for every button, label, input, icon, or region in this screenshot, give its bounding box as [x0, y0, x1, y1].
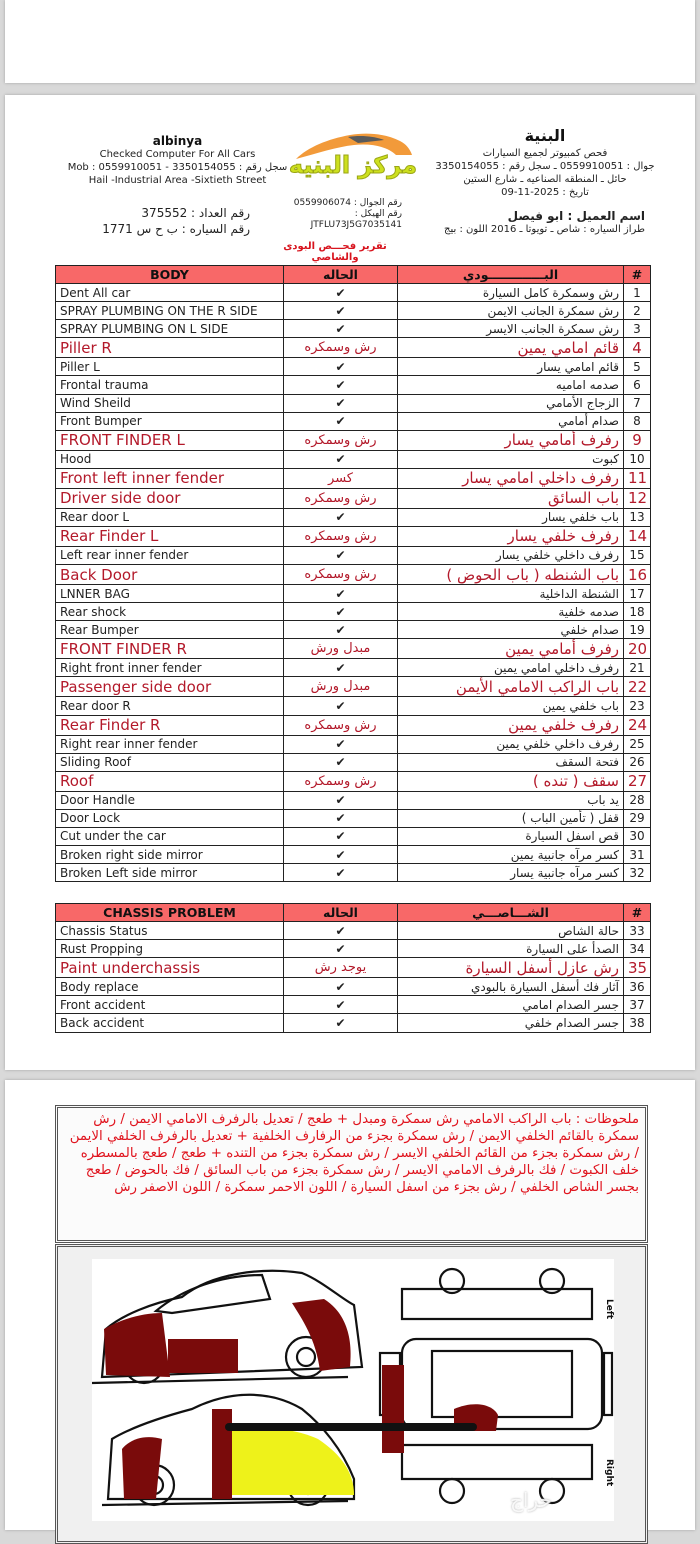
item-name-ar: رفرف داخلي امامي يسار	[398, 468, 624, 488]
chassis-label: رقم الهيكل :	[354, 209, 402, 219]
check-icon: ✔	[284, 827, 398, 845]
item-name-en: Rear door L	[56, 508, 284, 526]
item-name-en: Hood	[56, 450, 284, 468]
check-icon: ✔	[284, 450, 398, 468]
item-number: 6	[624, 376, 651, 394]
item-name-en: SPRAY PLUMBING ON THE R SIDE	[56, 302, 284, 320]
status-text: رش وسمكره	[284, 338, 398, 358]
item-name-ar: صدام أمامي	[398, 412, 624, 430]
item-name-en: SPRAY PLUMBING ON L SIDE	[56, 320, 284, 338]
table-header	[56, 266, 651, 284]
table-row	[56, 922, 651, 940]
check-icon: ✔	[284, 1014, 398, 1032]
table-row	[56, 735, 651, 753]
table-row	[56, 864, 651, 882]
status-text: رش وسمكره	[284, 771, 398, 791]
col-status: الحاله	[284, 904, 398, 922]
item-name-en: Back accident	[56, 1014, 284, 1032]
item-name-en: Wind Sheild	[56, 394, 284, 412]
company-tagline-ar: فحص كمبيوتر لجميع السيارات	[482, 148, 608, 159]
client-name: اسم العميل : ابو فيصل	[507, 209, 645, 223]
item-number: 9	[624, 430, 651, 450]
check-icon: ✔	[284, 659, 398, 677]
check-icon: ✔	[284, 603, 398, 621]
notes-box: ملحوظات : باب الراكب الامامي رش سمكرة ومبدل + طعج / تعديل بالرفرف الامامي الايمن / رش سمكرة بالقائم الخلفي الايمن / رش سمكرة بجزء من الرفارف الخلفية + تعديل بالرفرف الخلفي الايمن / رش سمكرة بجزء من القائم الخلفي الايسر / رش سمكرة بجزء من التنده + طعج / طعج بالمسطره خلف الكبوت / فك بالرفرف الامامي الايسر / رش سمكرة بجزء من باب السائق / فك بالحوض / طعج بجسر الشاص الخلفي / رش بجزء من اسفل السيارة / اللون الاحمر سمكرة / اللون الاصفر رش	[55, 1105, 648, 1243]
notes-page	[5, 1080, 695, 1530]
item-name-en: Rear shock	[56, 603, 284, 621]
table-row	[56, 940, 651, 958]
car-outline-icon	[92, 1259, 614, 1521]
check-icon: ✔	[284, 791, 398, 809]
item-number: 17	[624, 585, 651, 603]
item-number: 12	[624, 488, 651, 508]
status-text: رش وسمكره	[284, 526, 398, 546]
item-number: 22	[624, 677, 651, 697]
status-text: يوجد رش	[284, 958, 398, 978]
company-address-ar: حائل ـ المنطقه الصناعيه ـ شارع الستين	[463, 174, 627, 185]
company-logo	[288, 125, 418, 195]
item-name-ar: صدمه خلفية	[398, 603, 624, 621]
item-name-ar: باب الشنطه ( باب الحوض )	[398, 565, 624, 585]
item-name-ar: جسر الصدام خلفي	[398, 1014, 624, 1032]
company-tagline-en: Checked Computer For All Cars	[99, 149, 256, 160]
item-name-en: Right rear inner fender	[56, 735, 284, 753]
item-number: 31	[624, 845, 651, 863]
item-name-ar: صدمه اماميه	[398, 376, 624, 394]
item-name-en: Sliding Roof	[56, 753, 284, 771]
item-name-ar: الصدأ على السيارة	[398, 940, 624, 958]
item-number: 30	[624, 827, 651, 845]
chassis-inspection-table	[55, 903, 651, 1033]
table-row	[56, 468, 651, 488]
table-row	[56, 284, 651, 302]
item-name-en: Paint underchassis	[56, 958, 284, 978]
item-number: 3	[624, 320, 651, 338]
col-body: BODY	[56, 266, 284, 284]
odometer: رقم العداد : 375552	[141, 206, 250, 220]
table-row	[56, 845, 651, 863]
table-row	[56, 753, 651, 771]
vehicle-meta-middle	[277, 198, 402, 231]
table-row	[56, 715, 651, 735]
table-row	[56, 358, 651, 376]
report-date: تاريخ : 2025-11-09	[501, 187, 589, 198]
item-number: 8	[624, 412, 651, 430]
item-number: 37	[624, 996, 651, 1014]
item-name-en: Broken right side mirror	[56, 845, 284, 863]
item-name-ar: كسر مرآه جانبية يمين	[398, 845, 624, 863]
table-row	[56, 697, 651, 715]
item-name-ar: باب السائق	[398, 488, 624, 508]
item-name-ar: جسر الصدام امامي	[398, 996, 624, 1014]
watermark-logo: حراج	[510, 1488, 552, 1512]
table-row	[56, 1014, 651, 1032]
customer-mobile: رقم الجوال : 0559906074	[293, 198, 402, 208]
item-name-en: FRONT FINDER L	[56, 430, 284, 450]
item-name-ar: رفرف داخلي خلفي يمين	[398, 735, 624, 753]
col-number: #	[624, 904, 651, 922]
check-icon: ✔	[284, 697, 398, 715]
previous-page	[5, 0, 695, 83]
table-row	[56, 958, 651, 978]
company-phone-en: Mob : 0559910051 - 3350154055 : سجل رقم	[67, 162, 288, 173]
vin: JTFLU73J5G7035141	[310, 220, 402, 230]
item-number: 2	[624, 302, 651, 320]
header-english	[60, 135, 295, 187]
table-header	[56, 904, 651, 922]
item-number: 4	[624, 338, 651, 358]
item-number: 27	[624, 771, 651, 791]
item-name-en: Body replace	[56, 978, 284, 996]
item-name-ar: رفرف أمامي يسار	[398, 430, 624, 450]
table-row	[56, 978, 651, 996]
item-number: 29	[624, 809, 651, 827]
header-arabic	[430, 125, 660, 199]
item-name-ar: قفل ( تأمين الباب )	[398, 809, 624, 827]
item-name-en: Rear door R	[56, 697, 284, 715]
company-phone-ar: جوال : 0559910051 ـ سجل رقم : 3350154055	[435, 161, 655, 172]
check-icon: ✔	[284, 978, 398, 996]
item-number: 7	[624, 394, 651, 412]
item-name-ar: الزجاج الأمامي	[398, 394, 624, 412]
item-number: 15	[624, 546, 651, 564]
item-name-ar: آثار فك أسفل السيارة بالبودي	[398, 978, 624, 996]
item-number: 23	[624, 697, 651, 715]
item-name-ar: باب الراكب الامامي الأيمن	[398, 677, 624, 697]
item-name-en: Front accident	[56, 996, 284, 1014]
table-row	[56, 546, 651, 564]
item-name-en: Rust Propping	[56, 940, 284, 958]
item-number: 1	[624, 284, 651, 302]
check-icon: ✔	[284, 845, 398, 863]
item-name-ar: صدام خلفي	[398, 621, 624, 639]
item-number: 32	[624, 864, 651, 882]
check-icon: ✔	[284, 546, 398, 564]
item-name-en: Rear Finder L	[56, 526, 284, 546]
home-indicator[interactable]	[225, 1423, 477, 1431]
item-name-ar: قائم امامي يسار	[398, 358, 624, 376]
table-row	[56, 412, 651, 430]
check-icon: ✔	[284, 809, 398, 827]
check-icon: ✔	[284, 302, 398, 320]
status-text: رش وسمكره	[284, 715, 398, 735]
item-name-en: Left rear inner fender	[56, 546, 284, 564]
table-row	[56, 526, 651, 546]
check-icon: ✔	[284, 996, 398, 1014]
table-row	[56, 996, 651, 1014]
item-name-ar: رفرف داخلي امامي يمين	[398, 659, 624, 677]
table-row	[56, 677, 651, 697]
item-name-en: Roof	[56, 771, 284, 791]
item-name-en: FRONT FINDER R	[56, 639, 284, 659]
table-row	[56, 809, 651, 827]
item-name-ar: سقف ( تنده )	[398, 771, 624, 791]
item-name-ar: حالة الشاص	[398, 922, 624, 940]
col-chassis-ar: الشـــاصـــي	[398, 904, 624, 922]
item-name-en: Frontal trauma	[56, 376, 284, 394]
item-name-en: Right front inner fender	[56, 659, 284, 677]
table-row	[56, 488, 651, 508]
table-row	[56, 508, 651, 526]
item-name-ar: كبوت	[398, 450, 624, 468]
car-damage-diagram	[92, 1259, 614, 1521]
damage-diagram-box	[55, 1244, 648, 1544]
table-row	[56, 394, 651, 412]
item-name-ar: رفرف خلفي يسار	[398, 526, 624, 546]
item-number: 16	[624, 565, 651, 585]
vehicle-meta-left	[100, 205, 250, 237]
status-text: كسر	[284, 468, 398, 488]
damage-marks	[104, 1299, 498, 1499]
item-name-en: Driver side door	[56, 488, 284, 508]
item-name-ar: رفرف خلفي يمين	[398, 715, 624, 735]
table-row	[56, 827, 651, 845]
item-name-en: Front Bumper	[56, 412, 284, 430]
table-row	[56, 320, 651, 338]
check-icon: ✔	[284, 621, 398, 639]
item-number: 21	[624, 659, 651, 677]
item-name-ar: كسر مرآه جانبية يسار	[398, 864, 624, 882]
report-page	[5, 95, 695, 1070]
check-icon: ✔	[284, 864, 398, 882]
item-number: 19	[624, 621, 651, 639]
item-name-ar: يد باب	[398, 791, 624, 809]
company-name-ar: البنية	[524, 126, 566, 145]
item-number: 18	[624, 603, 651, 621]
check-icon: ✔	[284, 753, 398, 771]
check-icon: ✔	[284, 735, 398, 753]
item-number: 5	[624, 358, 651, 376]
item-name-ar: رش عازل أسفل السيارة	[398, 958, 624, 978]
item-name-ar: الشنطة الداخلية	[398, 585, 624, 603]
table-row	[56, 659, 651, 677]
check-icon: ✔	[284, 412, 398, 430]
table-row	[56, 603, 651, 621]
check-icon: ✔	[284, 585, 398, 603]
check-icon: ✔	[284, 508, 398, 526]
col-number: #	[624, 266, 651, 284]
item-number: 24	[624, 715, 651, 735]
item-number: 25	[624, 735, 651, 753]
plate-number: رقم السياره : ب ح س 1771	[102, 222, 250, 236]
status-text: رش وسمكره	[284, 565, 398, 585]
item-name-ar: رفرف داخلي خلفي يسار	[398, 546, 624, 564]
item-name-en: LNNER BAG	[56, 585, 284, 603]
item-name-en: Piller L	[56, 358, 284, 376]
table-row	[56, 302, 651, 320]
table-row	[56, 791, 651, 809]
item-name-ar: فتحة السقف	[398, 753, 624, 771]
item-name-en: Chassis Status	[56, 922, 284, 940]
check-icon: ✔	[284, 394, 398, 412]
item-number: 20	[624, 639, 651, 659]
item-name-ar: رفرف أمامي يمين	[398, 639, 624, 659]
table-row	[56, 771, 651, 791]
item-name-ar: رش سمكرة الجانب الايسر	[398, 320, 624, 338]
car-model: طراز السياره : شاص ـ تويوتا ـ 2016 اللون : بيج	[444, 224, 645, 235]
item-number: 13	[624, 508, 651, 526]
item-name-ar: قائم امامي يمين	[398, 338, 624, 358]
item-number: 28	[624, 791, 651, 809]
item-name-en: Door Lock	[56, 809, 284, 827]
left-label: Left	[604, 1299, 614, 1320]
item-name-en: Rear Bumper	[56, 621, 284, 639]
check-icon: ✔	[284, 940, 398, 958]
item-name-en: Cut under the car	[56, 827, 284, 845]
logo-text: مركز البنيه	[288, 151, 418, 179]
body-inspection-table	[55, 265, 651, 882]
item-name-ar: رش وسمكرة كامل السيارة	[398, 284, 624, 302]
status-text: رش وسمكره	[284, 430, 398, 450]
status-text: مبدل ورش	[284, 677, 398, 697]
check-icon: ✔	[284, 922, 398, 940]
right-label: Right	[604, 1459, 614, 1487]
item-number: 34	[624, 940, 651, 958]
item-number: 26	[624, 753, 651, 771]
col-chassis: CHASSIS PROBLEM	[56, 904, 284, 922]
table-row	[56, 639, 651, 659]
item-number: 33	[624, 922, 651, 940]
item-number: 14	[624, 526, 651, 546]
item-number: 10	[624, 450, 651, 468]
item-number: 38	[624, 1014, 651, 1032]
report-title: تقرير فحـــص البودى والشاصي	[283, 241, 387, 263]
item-name-en: Back Door	[56, 565, 284, 585]
table-row	[56, 450, 651, 468]
item-name-ar: قص اسفل السيارة	[398, 827, 624, 845]
item-name-ar: رش سمكرة الجانب الايمن	[398, 302, 624, 320]
item-name-en: Rear Finder R	[56, 715, 284, 735]
item-number: 35	[624, 958, 651, 978]
item-name-ar: باب خلفي يمين	[398, 697, 624, 715]
company-name-en: albinya	[152, 134, 203, 148]
table-row	[56, 621, 651, 639]
status-text: مبدل ورش	[284, 639, 398, 659]
company-address-en: Hail -Industrial Area -Sixtieth Street	[88, 175, 267, 186]
table-row	[56, 338, 651, 358]
status-text: رش وسمكره	[284, 488, 398, 508]
table-row	[56, 376, 651, 394]
table-row	[56, 585, 651, 603]
check-icon: ✔	[284, 320, 398, 338]
item-number: 11	[624, 468, 651, 488]
item-name-en: Passenger side door	[56, 677, 284, 697]
item-name-en: Dent All car	[56, 284, 284, 302]
item-number: 36	[624, 978, 651, 996]
item-name-en: Piller R	[56, 338, 284, 358]
check-icon: ✔	[284, 376, 398, 394]
col-body-ar: البـــــــــــــودي	[398, 266, 624, 284]
vehicle-meta-right	[385, 209, 645, 237]
col-status: الحاله	[284, 266, 398, 284]
item-name-en: Door Handle	[56, 791, 284, 809]
table-row	[56, 430, 651, 450]
item-name-en: Broken Left side mirror	[56, 864, 284, 882]
check-icon: ✔	[284, 284, 398, 302]
table-row	[56, 565, 651, 585]
check-icon: ✔	[284, 358, 398, 376]
item-name-ar: باب خلفي يسار	[398, 508, 624, 526]
item-name-en: Front left inner fender	[56, 468, 284, 488]
